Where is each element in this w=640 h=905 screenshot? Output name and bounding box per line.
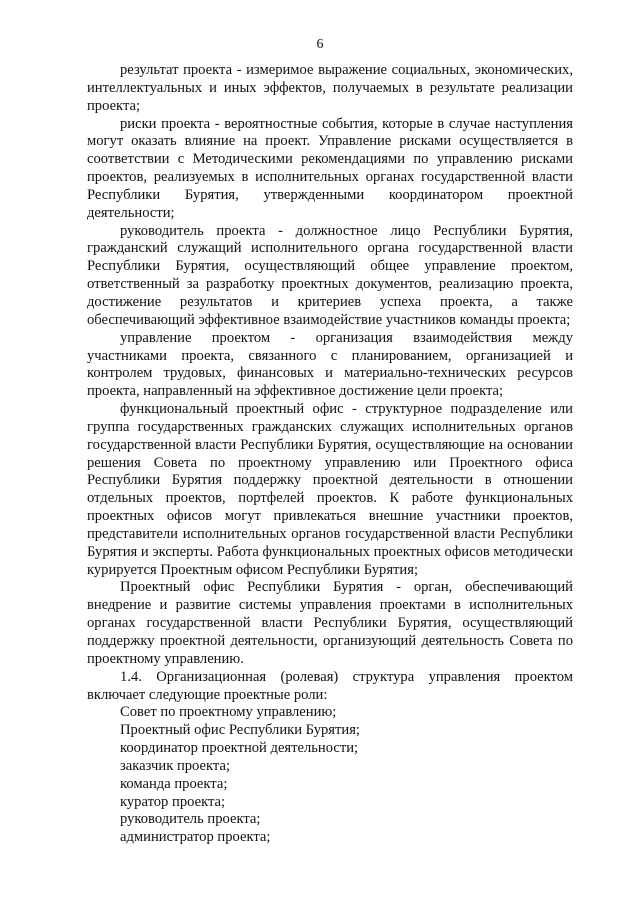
list-item: куратор проекта;	[120, 793, 226, 810]
paragraph-project-manager: руководитель проекта - должностное лицо Республики Бурятия, гражданский служащий исполнительного органа государственной власти Республики Бурятия, осуществляющий общее управление проектом, ответственный за разработку проектных документов, реализацию проекта, достижение результатов и критериев успеха проекта, а также обеспечивающий эффективное взаимодействие участников команды проекта;	[87, 222, 573, 328]
list-item: администратор проекта;	[120, 829, 271, 846]
project-roles-list	[87, 704, 573, 847]
paragraph-project-result: результат проекта - измеримое выражение социальных, экономических, интеллектуальных и иных эффектов, получаемых в результате реализации проекта;	[87, 62, 573, 114]
list-item: координатор проектной деятельности;	[120, 740, 359, 757]
list-item: команда проекта;	[120, 775, 228, 792]
list-item: заказчик проекта;	[120, 757, 230, 774]
paragraph-section-1-4: 1.4. Организационная (ролевая) структура управления проектом включает следующие проектные роли:	[87, 668, 573, 703]
list-item: руководитель проекта;	[120, 811, 261, 828]
paragraph-functional-project-office: функциональный проектный офис - структурное подразделение или группа государственных гражданских служащих исполнительных органов государственной власти Республики Бурятия, осуществляющие на основании решения Совета по проектному управлению или Проектного офиса Республики Бурятия поддержку проектной деятельности в отношении отдельных проектов, портфелей проектов. К работе функциональных проектных офисов могут привлекаться внешние участники проектов, представители исполнительных органов государственной власти Республики Бурятия и эксперты. Работа функциональных проектных офисов методически курируется Проектным офисом Республики Бурятия;	[87, 401, 573, 578]
paragraph-project-risks: риски проекта - вероятностные события, которые в случае наступления могут оказать влияние на проект. Управление рисками осуществляется в соответствии с Методическими рекомендациями по управлению рисками проектов, реализуемых в исполнительных органах государственной власти Республики Бурятия, утвержденными координатором проектной деятельности;	[87, 115, 573, 221]
document-body	[87, 62, 573, 847]
paragraph-project-management: управление проектом - организация взаимодействия между участниками проекта, связанного с планированием, организацией и контролем трудовых, финансовых и материально-технических ресурсов проекта, направленный на эффективное достижение цели проекта;	[87, 329, 573, 400]
list-item: Проектный офис Республики Бурятия;	[120, 722, 360, 739]
paragraph-project-office-buryatia: Проектный офис Республики Бурятия - орган, обеспечивающий внедрение и развитие системы управления проектами в исполнительных органах государственной власти Республики Бурятия, осуществляющий поддержку проектной деятельности, организующий деятельность Совета по проектному управлению.	[87, 579, 573, 667]
page-number: 6	[316, 37, 324, 52]
list-item: Совет по проектному управлению;	[120, 704, 337, 721]
